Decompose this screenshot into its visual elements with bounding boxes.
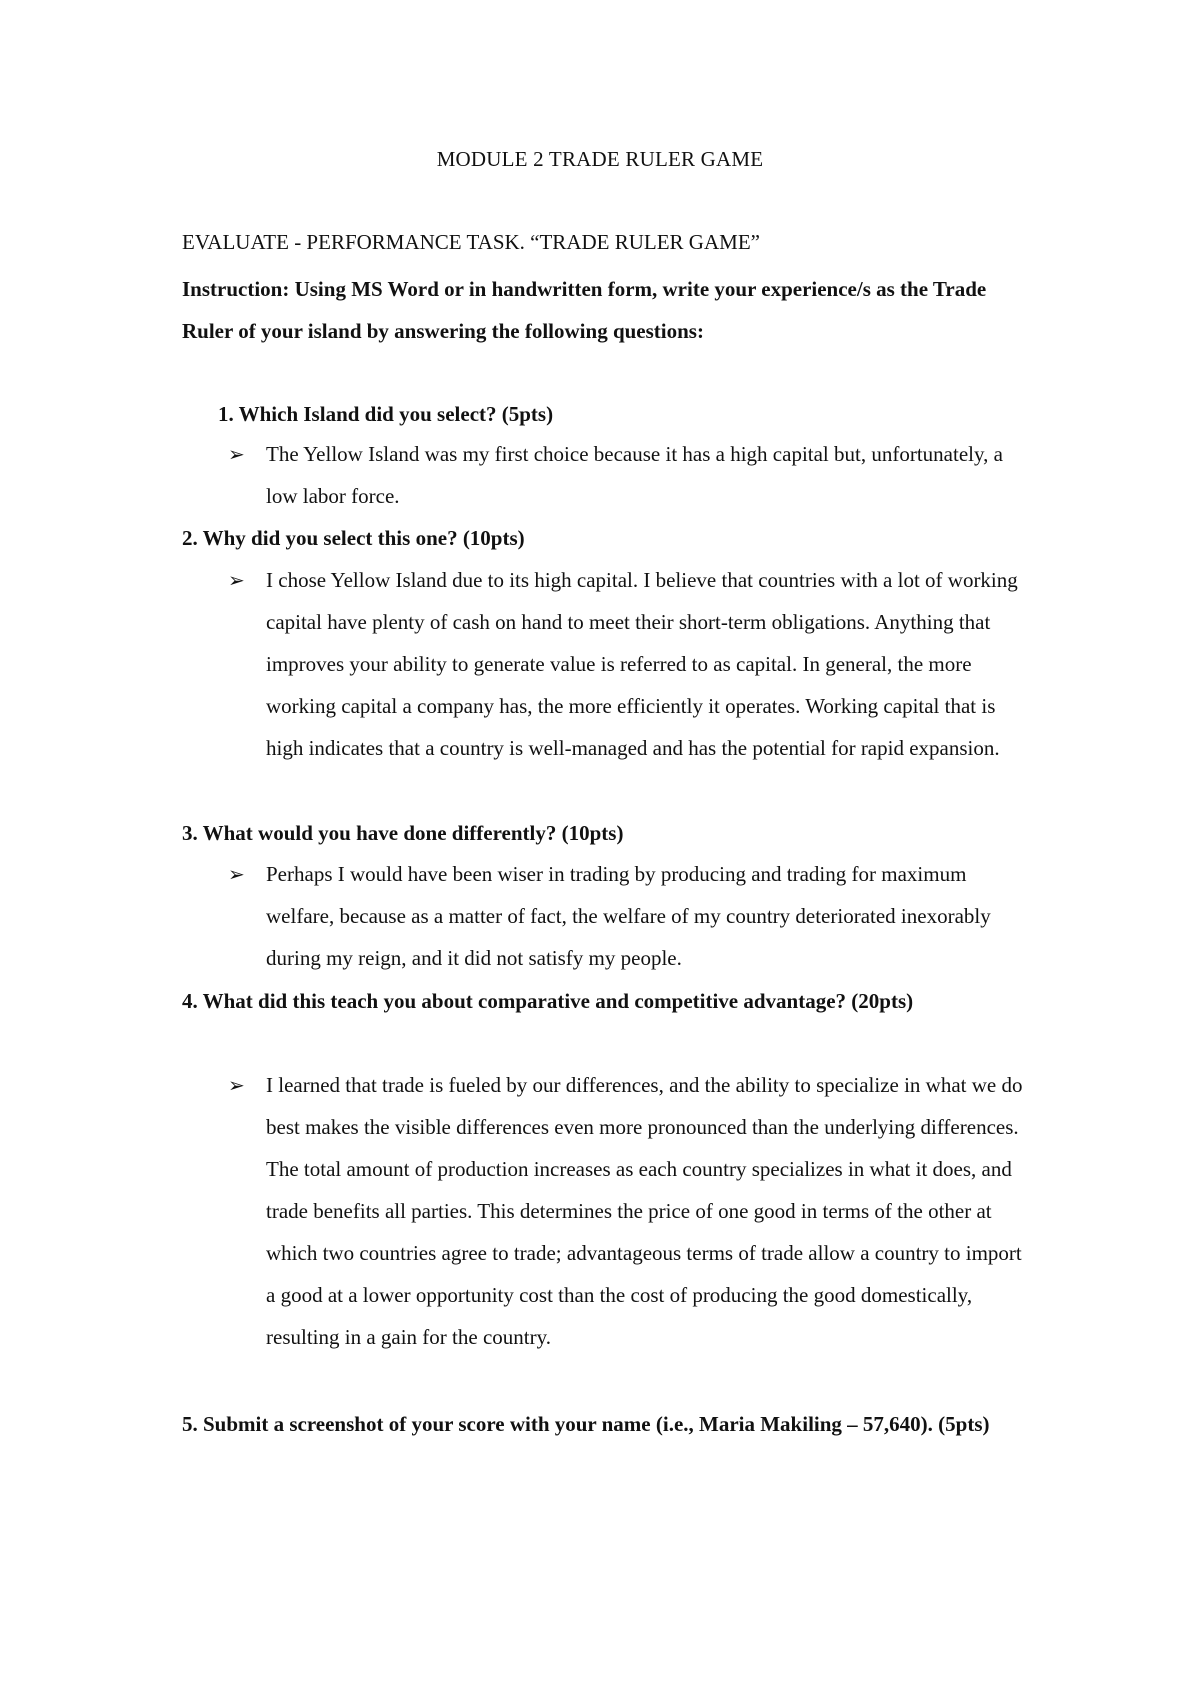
bullet-arrow-icon: ➢ — [228, 862, 245, 886]
document-title: MODULE 2 TRADE RULER GAME — [436, 147, 764, 171]
answer-3-text: Perhaps I would have been wiser in trading by producing and trading for maximum welfare, because as a matter of fact, the welfare of my country deteriorated inexorably during my reign, and it did not satisfy my people. — [266, 862, 991, 970]
bullet-arrow-icon: ➢ — [228, 442, 245, 466]
bullet-arrow-icon: ➢ — [228, 1073, 245, 1097]
question-2: 2. Why did you select this one? (10pts) — [182, 526, 525, 550]
question-3: 3. What would you have done differently? (10pts) — [182, 821, 624, 845]
instruction-text: Instruction: Using MS Word or in handwritten form, write your experience/s as the Trade Ruler of your island by answering the following questions: — [182, 277, 987, 343]
answer-1 — [228, 433, 1026, 517]
answer-2-text: I chose Yellow Island due to its high capital. I believe that countries with a lot of working capital have plenty of cash on hand to meet their short-term obligations. Anything that improves your ability to generate value is referred to as capital. In general, the more working capital a company has, the more efficiently it operates. Working capital that is high indicates that a country is well-managed and has the potential for rapid expansion. — [266, 568, 1018, 760]
question-4: 4. What did this teach you about comparative and competitive advantage? (20pts) — [182, 989, 914, 1013]
answer-1-text: The Yellow Island was my first choice because it has a high capital but, unfortunately, a low labor force. — [266, 442, 1003, 508]
question-5: 5. Submit a screenshot of your score with your name (i.e., Maria Makiling – 57,640). (5pts) — [182, 1412, 990, 1436]
answer-4 — [228, 1064, 1026, 1358]
section-heading: EVALUATE - PERFORMANCE TASK. “TRADE RULER GAME” — [182, 230, 760, 254]
answer-4-text: I learned that trade is fueled by our differences, and the ability to specialize in what we do best makes the visible differences even more pronounced than the underlying differences. The total amount of production increases as each country specializes in what it does, and trade benefits all parties. This determines the price of one good in terms of the other at which two countries agree to trade; advantageous terms of trade allow a country to import a good at a lower opportunity cost than the cost of producing the good domestically, resulting in a gain for the country. — [266, 1073, 1023, 1349]
answer-3 — [228, 853, 1026, 979]
bullet-arrow-icon: ➢ — [228, 568, 245, 592]
question-1: 1. Which Island did you select? (5pts) — [218, 402, 554, 426]
answer-2 — [228, 559, 1026, 769]
